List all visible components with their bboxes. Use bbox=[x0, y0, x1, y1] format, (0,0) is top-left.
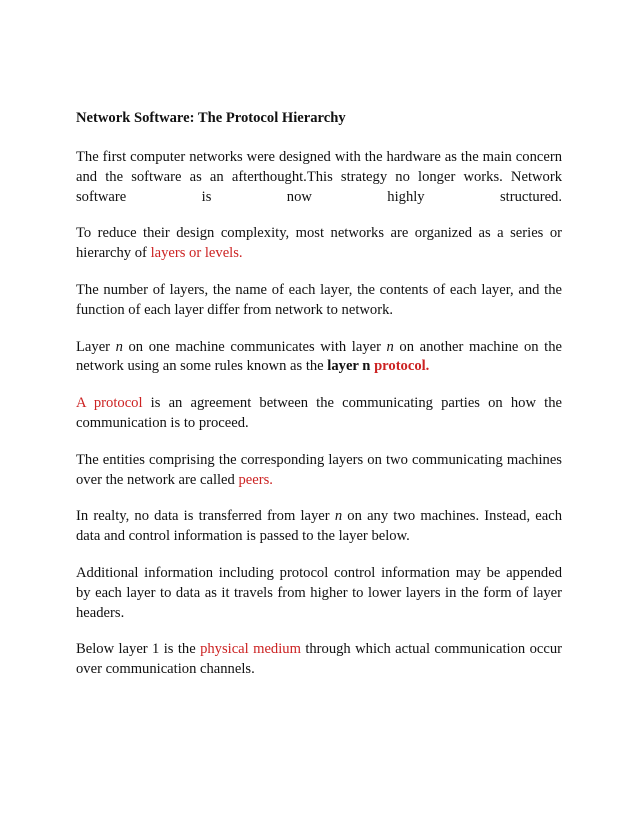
paragraph-text: Additional information including protocol control information may be appended by each layer to data as it travels from higher to lower layers in the form of layer headers. bbox=[76, 564, 562, 621]
paragraph-text: is an agreement between the communicating parties on how the communication is to proceed. bbox=[76, 395, 562, 431]
highlight-physical-medium: physical medium bbox=[200, 641, 301, 658]
paragraph-text: Below layer 1 is the bbox=[76, 641, 201, 658]
paragraph-number-of-layers bbox=[76, 281, 562, 321]
paragraph-text: on another machine on the network using an some rules known as the bbox=[76, 338, 562, 375]
italic-n: n bbox=[386, 338, 394, 355]
paragraph-text: on one machine communicates with layer bbox=[122, 338, 387, 355]
paragraph-text: Layer bbox=[76, 338, 116, 355]
paragraph-text: on any two machines. Instead, each data and control information is passed to the layer below. bbox=[76, 508, 562, 545]
paragraph-text: The number of layers, the name of each layer, the contents of each layer, and the function of each layer differ from network to network. bbox=[76, 281, 562, 318]
highlight-layers-or-levels: layers or levels. bbox=[150, 245, 243, 262]
paragraph-layer-n-protocol bbox=[76, 338, 562, 378]
paragraph-additional-information bbox=[76, 564, 562, 623]
paragraph-text: In realty, no data is transferred from layer bbox=[76, 508, 335, 525]
bold-layer-n: layer n bbox=[327, 358, 371, 375]
paragraph-physical-medium bbox=[76, 640, 562, 680]
paragraph-design-complexity bbox=[76, 224, 562, 264]
paragraph-text: The first computer networks were designed with the hardware as the main concern and the software as an afterthought.This strategy no longer works. Network software is now highly structured. bbox=[76, 149, 562, 205]
document-page bbox=[76, 109, 562, 680]
highlight-protocol: protocol. bbox=[374, 358, 430, 375]
highlight-peers: peers. bbox=[238, 471, 273, 488]
paragraph-text: To reduce their design complexity, most networks are organized as a series or hierarchy of bbox=[76, 225, 562, 262]
italic-n: n bbox=[115, 338, 123, 355]
paragraph-data-transfer bbox=[76, 507, 562, 547]
paragraph-peers bbox=[76, 451, 562, 491]
paragraph-first-networks bbox=[76, 148, 562, 207]
paragraph-text: through which actual communication occur over communication channels. bbox=[76, 641, 562, 678]
highlight-a-protocol: A protocol bbox=[76, 395, 143, 412]
document-title: Network Software: The Protocol Hierarchy bbox=[76, 110, 346, 126]
paragraph-text: The entities comprising the corresponding layers on two communicating machines over the network are called bbox=[76, 451, 562, 488]
paragraph-protocol-definition bbox=[76, 394, 562, 434]
italic-n: n bbox=[334, 508, 343, 525]
